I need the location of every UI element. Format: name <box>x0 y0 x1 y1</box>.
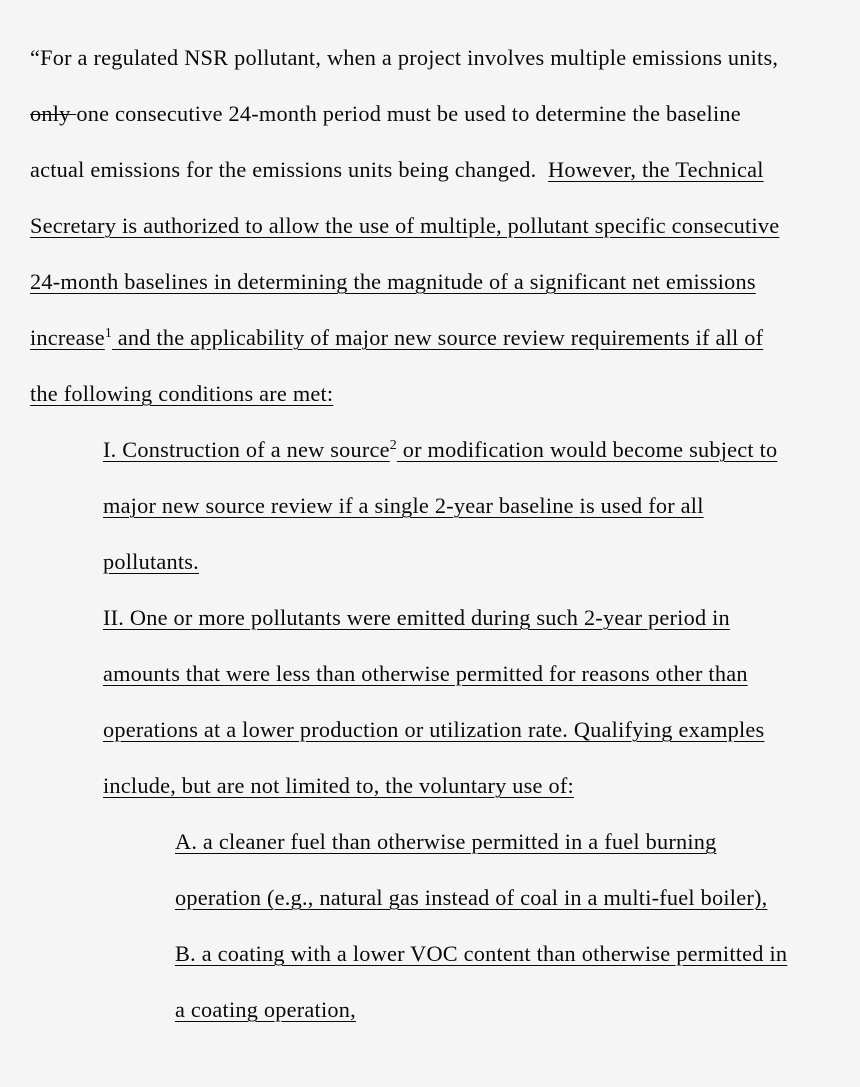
text-line <box>103 758 844 814</box>
underlined-text: the following conditions are met: <box>30 381 334 406</box>
text-line: increase1 and the applicability of major new source review requirements if all of <box>30 324 764 350</box>
plain-text: “For a regulated NSR pollutant, when a project involves multiple emissions units, <box>30 45 779 70</box>
underlined-text: operations at a lower production or utilization rate. Qualifying examples <box>103 717 765 742</box>
underlined-text: operation (e.g., natural gas instead of coal in a multi-fuel boiler), <box>175 885 768 910</box>
underlined-text: pollutants. <box>103 549 199 574</box>
underlined-text: increase <box>30 325 105 350</box>
underlined-text: I. Construction of a new source <box>103 437 390 462</box>
text-line <box>30 254 844 310</box>
text-line <box>103 702 844 758</box>
underlined-text: a coating operation, <box>175 997 356 1022</box>
underlined-text: major new source review if a single 2-year baseline is used for all <box>103 493 704 518</box>
underlined-text: 24-month baselines in determining the magnitude of a significant net emissions <box>30 269 756 294</box>
underlined-text: II. One or more pollutants were emitted during such 2-year period in <box>103 605 730 630</box>
text-line <box>175 982 844 1038</box>
text-line <box>103 646 844 702</box>
text-line <box>30 86 844 142</box>
document-body <box>30 30 844 1038</box>
underlined-text: amounts that were less than otherwise permitted for reasons other than <box>103 661 748 686</box>
underlined-text: However, the Technical <box>548 157 764 182</box>
text-line <box>30 198 844 254</box>
struck-text: only <box>30 101 77 126</box>
text-line <box>103 590 844 646</box>
plain-text: one consecutive 24-month period must be used to determine the baseline <box>76 101 741 126</box>
text-line: I. Construction of a new source2 or modification would become subject to <box>103 436 778 462</box>
underlined-text: B. a coating with a lower VOC content than otherwise permitted in <box>175 941 788 966</box>
text-line <box>175 814 844 870</box>
text-line <box>103 534 844 590</box>
underlined-text: A. a cleaner fuel than otherwise permitted in a fuel burning <box>175 829 717 854</box>
plain-text: actual emissions for the emissions units being changed. <box>30 157 549 182</box>
text-line <box>175 870 844 926</box>
underlined-text: or modification would become subject to <box>396 437 778 462</box>
text-line <box>30 366 844 422</box>
underlined-text: include, but are not limited to, the voluntary use of: <box>103 773 574 798</box>
text-line <box>175 926 844 982</box>
text-line <box>103 478 844 534</box>
underlined-text: and the applicability of major new source review requirements if all of <box>111 325 764 350</box>
text-line <box>30 142 844 198</box>
underlined-text: Secretary is authorized to allow the use of multiple, pollutant specific consecutive <box>30 213 780 238</box>
text-line <box>30 30 844 86</box>
